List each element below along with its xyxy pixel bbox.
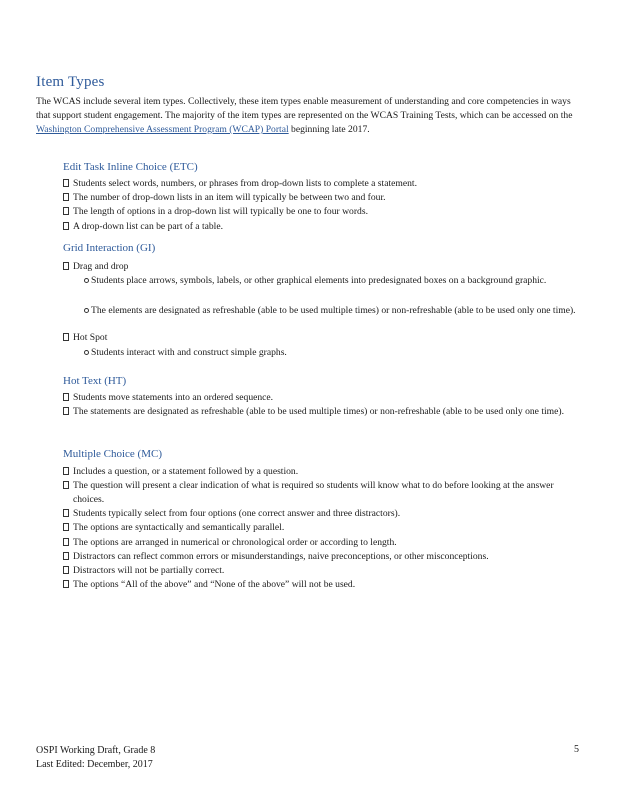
bullet-box-icon: [63, 509, 69, 517]
list-item: The length of options in a drop-down list will typically be one to four words.: [63, 205, 583, 219]
bullet-box-icon: [63, 262, 69, 270]
bullet-box-icon: [63, 193, 69, 201]
list-item: Drag and drop: [63, 260, 583, 274]
list-item: The statements are designated as refreshable (able to be used multiple times) or non-refreshable (able to be used only one time).: [63, 405, 583, 419]
bullet-circle-icon: [84, 278, 89, 283]
bullet-box-icon: [63, 566, 69, 574]
bullet-box-icon: [63, 538, 69, 546]
list-item: The question will present a clear indication of what is required so students will know what to do before looking at the answer choices.: [63, 479, 583, 507]
bullet-box-icon: [63, 179, 69, 187]
list-item: The options are syntactically and semantically parallel.: [63, 521, 583, 535]
intro-text-end: beginning late 2017.: [288, 124, 370, 135]
bullet-box-icon: [63, 407, 69, 415]
section-heading-ht: Hot Text (HT): [63, 375, 127, 387]
page-number: 5: [574, 744, 579, 755]
bullet-box-icon: [63, 333, 69, 341]
bullet-box-icon: [63, 580, 69, 588]
sub-list-item: The elements are designated as refreshable (able to be used multiple times) or non-refreshable (able to be used only one time).: [84, 304, 581, 318]
list-item: Students select words, numbers, or phrases from drop-down lists to complete a statement.: [63, 177, 583, 191]
bullet-box-icon: [63, 393, 69, 401]
section-heading-mc: Multiple Choice (MC): [63, 448, 162, 460]
list-item: A drop-down list can be part of a table.: [63, 220, 583, 234]
footer-draft-label: OSPI Working Draft, Grade 8: [36, 745, 156, 756]
list-item: Hot Spot: [63, 331, 583, 345]
sub-list-item: Students place arrows, symbols, labels, or other graphical elements into predesignated boxes on a background graphic.: [84, 274, 581, 288]
bullet-box-icon: [63, 467, 69, 475]
intro-text: The WCAS include several item types. Collectively, these item types enable measurement of understanding and core competencies in ways that support student engagement. The majority of the item types are represented on the WCAS Training Tests, which can be accessed on the: [36, 96, 573, 121]
page-title: Item Types: [36, 74, 105, 90]
list-item: The options “All of the above” and “None of the above” will not be used.: [63, 578, 583, 592]
list-item: The options are arranged in numerical or chronological order or according to length.: [63, 536, 583, 550]
bullet-box-icon: [63, 481, 69, 489]
section-heading-gi: Grid Interaction (GI): [63, 242, 156, 254]
list-item: Includes a question, or a statement followed by a question.: [63, 465, 583, 479]
bullet-box-icon: [63, 523, 69, 531]
bullet-circle-icon: [84, 308, 89, 313]
bullet-box-icon: [63, 552, 69, 560]
bullet-circle-icon: [84, 350, 89, 355]
bullet-box-icon: [63, 222, 69, 230]
list-item: Distractors can reflect common errors or misunderstandings, naive preconceptions, or other misconceptions.: [63, 550, 583, 564]
footer-last-edited: Last Edited: December, 2017: [36, 759, 153, 770]
section-heading-etc: Edit Task Inline Choice (ETC): [63, 161, 198, 173]
list-item: Distractors will not be partially correct.: [63, 564, 583, 578]
list-item: The number of drop-down lists in an item will typically be between two and four.: [63, 191, 583, 205]
wcap-portal-link[interactable]: Washington Comprehensive Assessment Program (WCAP) Portal: [36, 124, 289, 135]
sub-list-item: Students interact with and construct simple graphs.: [84, 346, 581, 360]
list-item: Students move statements into an ordered sequence.: [63, 391, 583, 405]
bullet-box-icon: [63, 207, 69, 215]
intro-paragraph: [36, 95, 582, 137]
list-item: Students typically select from four options (one correct answer and three distractors).: [63, 507, 583, 521]
